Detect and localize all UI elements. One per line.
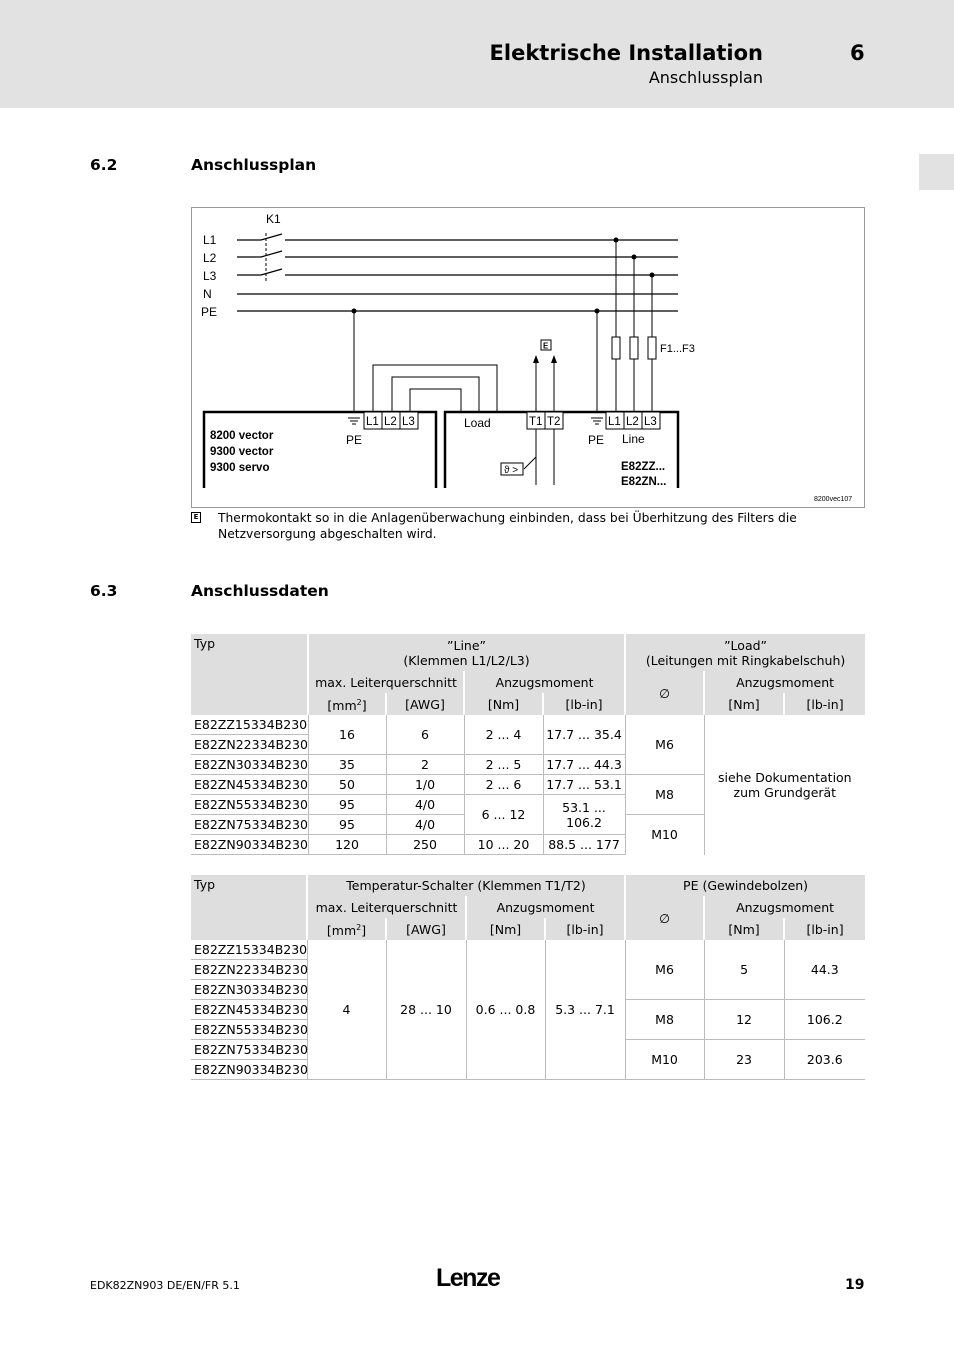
unit-nm-pe: [Nm]: [704, 918, 784, 940]
thermo-marker: E: [543, 341, 549, 351]
mm2-cell: 16: [308, 715, 386, 755]
unit-awg: [AWG]: [386, 918, 466, 940]
nm-cell: 2 ... 4: [464, 715, 543, 755]
note-text: Thermokontakt so in die Anlagenüberwachung einbinden, dass bei Überhitzung des Filters die Netzversorgung abgeschalten wird.: [218, 511, 797, 541]
load-dia-cell: M6: [625, 715, 704, 775]
chapter-number: 6: [850, 41, 865, 65]
pe-dia-cell: M8: [625, 1000, 704, 1040]
lbin-cell: 5.3 ... 7.1: [545, 940, 625, 1080]
type-cell: E82ZN30334B230: [191, 755, 308, 775]
k1-label: K1: [266, 212, 281, 226]
arrow-icon: [533, 355, 539, 363]
drive-label: 8200 vector: [210, 430, 274, 442]
chapter-title: Elektrische Installation: [489, 41, 763, 65]
pe-lbin-cell: 44.3: [784, 940, 865, 1000]
header-torque: Anzugsmoment: [466, 896, 625, 918]
siehe-cell: siehe Dokumentation zum Grundgerät: [704, 715, 865, 855]
header-load-sub: (Leitungen mit Ringkabelschuh): [645, 652, 846, 668]
type-cell: E82ZN90334B230: [191, 835, 308, 855]
line-label-pe: PE: [201, 305, 218, 319]
lbin-cell: 88.5 ... 177: [543, 835, 625, 855]
lbin-cell: 17.7 ... 35.4: [543, 715, 625, 755]
ground-icon: [348, 418, 360, 424]
load-label: Load: [464, 416, 491, 430]
type-cell: E82ZN45334B230: [191, 775, 308, 795]
header-line-title: ”Line”: [447, 637, 487, 653]
drive-terminal-l2: L2: [384, 416, 397, 428]
pe-nm-cell: 23: [704, 1040, 784, 1080]
type-cell: E82ZN55334B230: [191, 1020, 307, 1040]
diagram-code: 8200vec107: [814, 496, 853, 503]
unit-lbin-load: [lb-in]: [784, 693, 865, 715]
nm-cell: 2 ... 5: [464, 755, 543, 775]
awg-cell: 1/0: [386, 775, 464, 795]
section-title: Anschlussplan: [191, 156, 317, 174]
fuses-label: F1...F3: [660, 343, 695, 355]
drive-label: 9300 servo: [210, 462, 270, 474]
awg-cell: 4/0: [386, 795, 464, 815]
unit-lbin-pe: [lb-in]: [784, 918, 865, 940]
mm2-cell: 95: [308, 815, 386, 835]
awg-cell: 250: [386, 835, 464, 855]
table-header-pe: PE (Gewindebolzen): [625, 875, 865, 896]
filter-label: E82ZN...: [621, 476, 667, 488]
nm-cell: 2 ... 6: [464, 775, 543, 795]
type-cell: E82ZN45334B230: [191, 1000, 307, 1020]
drive-pe-label: PE: [346, 433, 363, 447]
awg-cell: 2: [386, 755, 464, 775]
chapter-subtitle: Anschlussplan: [648, 68, 763, 87]
pe-nm-cell: 12: [704, 1000, 784, 1040]
pe-lbin-cell: 106.2: [784, 1000, 865, 1040]
mm2-cell: 120: [308, 835, 386, 855]
filter-terminal-l3: L3: [644, 416, 657, 428]
chapter-tab-marker: [919, 154, 954, 190]
mains-lines: [237, 234, 678, 311]
thermo-terminal-t1: T1: [529, 416, 543, 428]
line-label-l3: L3: [203, 269, 217, 283]
filter-pe-label: PE: [588, 433, 605, 447]
section-number: 6.3: [90, 582, 118, 600]
unit-lbin: [lb-in]: [545, 918, 625, 940]
type-cell: E82ZZ15334B230: [194, 942, 308, 957]
type-cell: E82ZN75334B230: [191, 1040, 307, 1060]
type-cell: E82ZN22334B230: [191, 735, 308, 755]
load-dia-cell: M10: [625, 815, 704, 855]
unit-nm: [Nm]: [464, 693, 543, 715]
wiring-diagram: [191, 207, 865, 508]
section-title: Anschlussdaten: [191, 582, 329, 600]
arrow-icon: [551, 355, 557, 363]
load-dia-cell: M8: [625, 775, 704, 815]
thermo-terminal-t2: T2: [547, 416, 561, 428]
lbin-cell: 17.7 ... 53.1: [543, 775, 625, 795]
lbin-cell: 17.7 ... 44.3: [543, 755, 625, 775]
diameter-icon: ∅: [625, 671, 704, 715]
mm2-cell: 4: [307, 940, 386, 1080]
type-cell: E82ZN22334B230: [191, 960, 307, 980]
table-header-line: [308, 634, 625, 671]
note-marker: E: [191, 512, 201, 523]
mm2-cell: 35: [308, 755, 386, 775]
pe-lbin-cell: 203.6: [784, 1040, 865, 1080]
table-header-load: [625, 634, 865, 671]
table-header-temp-switch: Temperatur-Schalter (Klemmen T1/T2): [307, 875, 625, 896]
drive-terminal-l1: L1: [366, 416, 379, 428]
nm-cell: 0.6 ... 0.8: [466, 940, 545, 1080]
awg-cell: 4/0: [386, 815, 464, 835]
page-number: 19: [845, 1277, 865, 1293]
line-label-n: N: [203, 287, 212, 301]
table-row: [191, 940, 865, 960]
filter-terminal-l1: L1: [608, 416, 621, 428]
header-torque: Anzugsmoment: [464, 671, 625, 693]
header-torque-pe: Anzugsmoment: [704, 896, 865, 918]
document-code: EDK82ZN903 DE/EN/FR 5.1: [90, 1279, 240, 1292]
nm-cell: 6 ... 12: [464, 795, 543, 835]
type-cell: E82ZN75334B230: [191, 815, 308, 835]
pe-dia-cell: M10: [625, 1040, 704, 1080]
header-load-title: ”Load”: [724, 637, 768, 653]
type-cell: E82ZN90334B230: [191, 1060, 307, 1080]
drive-terminal-l3: L3: [402, 416, 415, 428]
nm-cell: 10 ... 20: [464, 835, 543, 855]
unit-nm: [Nm]: [466, 918, 545, 940]
table-row: [191, 715, 865, 735]
header-line-sub: (Klemmen L1/L2/L3): [403, 652, 530, 668]
thermo-switch-symbol: ϑ >: [504, 465, 519, 476]
type-cell: E82ZN55334B230: [191, 795, 308, 815]
pe-nm-cell: 5: [704, 940, 784, 1000]
mm2-cell: 95: [308, 795, 386, 815]
line-label-l1: L1: [203, 233, 217, 247]
connection-data-table: [191, 634, 865, 855]
thermo-pe-table: [191, 875, 865, 1080]
table-header-typ: Typ: [191, 875, 307, 940]
type-cell: E82ZZ15334B230: [194, 717, 308, 732]
type-cell: E82ZN30334B230: [191, 980, 307, 1000]
pe-dia-cell: M6: [625, 940, 704, 1000]
drive-label: 9300 vector: [210, 446, 274, 458]
unit-awg: [AWG]: [386, 693, 464, 715]
line-label-l2: L2: [203, 251, 217, 265]
diameter-icon: ∅: [625, 896, 704, 940]
unit-nm-load: [Nm]: [704, 693, 784, 715]
unit-lbin: [lb-in]: [543, 693, 625, 715]
awg-cell: 28 ... 10: [386, 940, 466, 1080]
lenze-logo: Lenze: [436, 1264, 500, 1292]
header-max-conductor: max. Leiterquerschnitt: [307, 896, 466, 918]
mm2-cell: 50: [308, 775, 386, 795]
filter-label: E82ZZ...: [621, 461, 666, 473]
diagram-note: [191, 510, 865, 542]
fuse-symbols: [612, 337, 656, 359]
header-max-conductor: max. Leiterquerschnitt: [308, 671, 464, 693]
unit-mm2: $[mm^2]$: [308, 693, 386, 715]
filter-terminal-l2: L2: [626, 416, 639, 428]
ground-icon: [591, 418, 603, 424]
section-number: 6.2: [90, 156, 118, 174]
page-header: [0, 0, 954, 108]
unit-mm2: $[mm^2]$: [307, 918, 386, 940]
table-header-typ: Typ: [191, 634, 308, 715]
header-torque-load: Anzugsmoment: [704, 671, 865, 693]
awg-cell: 6: [386, 715, 464, 755]
lbin-cell: 53.1 ... 106.2: [543, 795, 625, 835]
line-terminal-label: Line: [622, 432, 645, 446]
